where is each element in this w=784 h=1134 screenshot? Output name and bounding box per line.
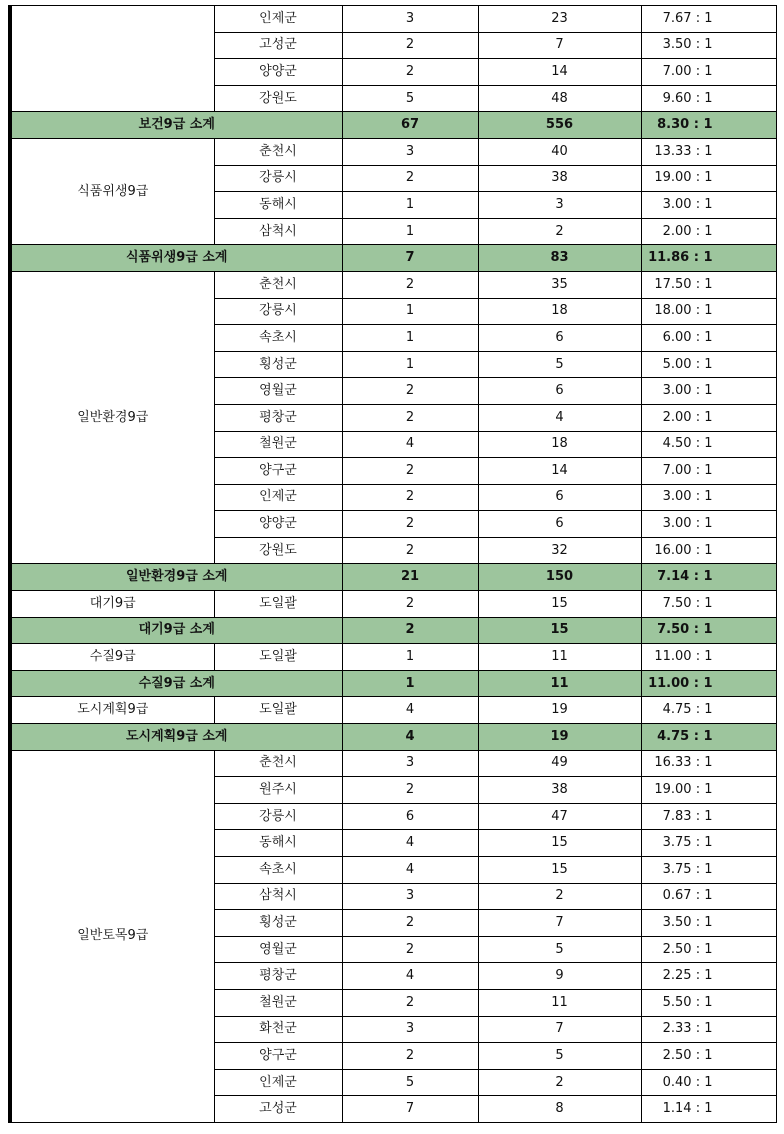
- region-cell: 강원도: [214, 537, 342, 564]
- applicants-cell: 4: [478, 404, 641, 431]
- subtotal-positions: 7: [342, 245, 478, 272]
- applicants-cell: 38: [478, 165, 641, 192]
- positions-cell: 2: [342, 591, 478, 618]
- positions-cell: 3: [342, 138, 478, 165]
- applicants-cell: 19: [478, 697, 641, 724]
- applicants-cell: 18: [478, 431, 641, 458]
- region-cell: 강릉시: [214, 165, 342, 192]
- ratio-cell: 3.00 : 1: [641, 378, 776, 405]
- region-cell: 화천군: [214, 1016, 342, 1043]
- positions-cell: 2: [342, 32, 478, 59]
- subtotal-applicants: 83: [478, 245, 641, 272]
- positions-cell: 2: [342, 271, 478, 298]
- applicants-cell: 5: [478, 936, 641, 963]
- subtotal-positions: 21: [342, 564, 478, 591]
- positions-cell: 2: [342, 165, 478, 192]
- ratio-cell: 2.00 : 1: [641, 218, 776, 245]
- applicants-cell: 11: [478, 989, 641, 1016]
- positions-cell: 6: [342, 803, 478, 830]
- ratio-cell: 3.50 : 1: [641, 32, 776, 59]
- region-cell: 고성군: [214, 1096, 342, 1123]
- ratio-cell: 1.14 : 1: [641, 1096, 776, 1123]
- region-cell: 인제군: [214, 1069, 342, 1096]
- category-cell: 일반토목9급: [10, 750, 214, 1122]
- region-cell: 춘천시: [214, 271, 342, 298]
- applicants-cell: 6: [478, 378, 641, 405]
- ratio-cell: 7.83 : 1: [641, 803, 776, 830]
- applicants-cell: 15: [478, 830, 641, 857]
- ratio-cell: 16.00 : 1: [641, 537, 776, 564]
- subtotal-ratio: 8.30 : 1: [641, 112, 776, 139]
- ratio-cell: 17.50 : 1: [641, 271, 776, 298]
- recruitment-competition-table: [8, 5, 777, 1123]
- applicants-cell: 48: [478, 85, 641, 112]
- ratio-cell: 2.00 : 1: [641, 404, 776, 431]
- positions-cell: 7: [342, 1096, 478, 1123]
- positions-cell: 2: [342, 910, 478, 937]
- applicants-cell: 9: [478, 963, 641, 990]
- region-cell: 양구군: [214, 458, 342, 485]
- subtotal-ratio: 11.86 : 1: [641, 245, 776, 272]
- positions-cell: 3: [342, 883, 478, 910]
- region-cell: 고성군: [214, 32, 342, 59]
- applicants-cell: 6: [478, 484, 641, 511]
- ratio-cell: 19.00 : 1: [641, 777, 776, 804]
- region-cell: 도일괄: [214, 644, 342, 671]
- region-cell: 동해시: [214, 192, 342, 219]
- positions-cell: 2: [342, 458, 478, 485]
- applicants-cell: 2: [478, 218, 641, 245]
- subtotal-label: 도시계획9급 소계: [10, 724, 342, 751]
- table-row: [10, 750, 776, 777]
- ratio-cell: 2.50 : 1: [641, 936, 776, 963]
- ratio-cell: 0.67 : 1: [641, 883, 776, 910]
- region-cell: 삼척시: [214, 883, 342, 910]
- table-row: [10, 271, 776, 298]
- ratio-cell: 7.00 : 1: [641, 59, 776, 86]
- positions-cell: 3: [342, 1016, 478, 1043]
- subtotal-label: 식품위생9급 소계: [10, 245, 342, 272]
- positions-cell: 4: [342, 830, 478, 857]
- region-cell: 도일괄: [214, 591, 342, 618]
- region-cell: 강원도: [214, 85, 342, 112]
- ratio-cell: 3.00 : 1: [641, 484, 776, 511]
- positions-cell: 5: [342, 1069, 478, 1096]
- category-cell: [10, 6, 214, 112]
- region-cell: 삼척시: [214, 218, 342, 245]
- applicants-cell: 18: [478, 298, 641, 325]
- applicants-cell: 49: [478, 750, 641, 777]
- table-row: [10, 644, 776, 671]
- positions-cell: 4: [342, 963, 478, 990]
- positions-cell: 2: [342, 537, 478, 564]
- ratio-cell: 19.00 : 1: [641, 165, 776, 192]
- applicants-cell: 40: [478, 138, 641, 165]
- subtotal-ratio: 7.50 : 1: [641, 617, 776, 644]
- subtotal-row: [10, 245, 776, 272]
- subtotal-row: [10, 617, 776, 644]
- subtotal-applicants: 11: [478, 670, 641, 697]
- subtotal-positions: 2: [342, 617, 478, 644]
- category-cell: 일반환경9급: [10, 271, 214, 564]
- region-cell: 평창군: [214, 404, 342, 431]
- applicants-cell: 15: [478, 857, 641, 884]
- applicants-cell: 15: [478, 591, 641, 618]
- category-cell: 도시계획9급: [10, 697, 214, 724]
- region-cell: 횡성군: [214, 910, 342, 937]
- ratio-cell: 2.50 : 1: [641, 1043, 776, 1070]
- ratio-cell: 4.75 : 1: [641, 697, 776, 724]
- positions-cell: 2: [342, 936, 478, 963]
- applicants-cell: 2: [478, 883, 641, 910]
- region-cell: 강릉시: [214, 298, 342, 325]
- applicants-cell: 5: [478, 1043, 641, 1070]
- ratio-cell: 7.50 : 1: [641, 591, 776, 618]
- subtotal-label: 보건9급 소계: [10, 112, 342, 139]
- ratio-cell: 3.75 : 1: [641, 830, 776, 857]
- region-cell: 양양군: [214, 59, 342, 86]
- positions-cell: 1: [342, 325, 478, 352]
- subtotal-row: [10, 670, 776, 697]
- subtotal-applicants: 15: [478, 617, 641, 644]
- region-cell: 속초시: [214, 857, 342, 884]
- applicants-cell: 6: [478, 511, 641, 538]
- ratio-cell: 7.00 : 1: [641, 458, 776, 485]
- subtotal-positions: 1: [342, 670, 478, 697]
- subtotal-positions: 67: [342, 112, 478, 139]
- applicants-cell: 7: [478, 32, 641, 59]
- ratio-cell: 11.00 : 1: [641, 644, 776, 671]
- applicants-cell: 14: [478, 59, 641, 86]
- subtotal-row: [10, 112, 776, 139]
- region-cell: 영월군: [214, 936, 342, 963]
- region-cell: 영월군: [214, 378, 342, 405]
- ratio-cell: 3.75 : 1: [641, 857, 776, 884]
- table-row: [10, 6, 776, 33]
- region-cell: 속초시: [214, 325, 342, 352]
- ratio-cell: 3.00 : 1: [641, 511, 776, 538]
- positions-cell: 1: [342, 218, 478, 245]
- region-cell: 인제군: [214, 6, 342, 33]
- region-cell: 동해시: [214, 830, 342, 857]
- region-cell: 춘천시: [214, 138, 342, 165]
- applicants-cell: 14: [478, 458, 641, 485]
- ratio-cell: 16.33 : 1: [641, 750, 776, 777]
- positions-cell: 1: [342, 298, 478, 325]
- ratio-cell: 9.60 : 1: [641, 85, 776, 112]
- ratio-cell: 5.00 : 1: [641, 351, 776, 378]
- category-cell: 수질9급: [10, 644, 214, 671]
- ratio-cell: 0.40 : 1: [641, 1069, 776, 1096]
- region-cell: 강릉시: [214, 803, 342, 830]
- applicants-cell: 3: [478, 192, 641, 219]
- applicants-cell: 7: [478, 910, 641, 937]
- applicants-cell: 11: [478, 644, 641, 671]
- region-cell: 춘천시: [214, 750, 342, 777]
- region-cell: 인제군: [214, 484, 342, 511]
- ratio-cell: 7.67 : 1: [641, 6, 776, 33]
- applicants-cell: 6: [478, 325, 641, 352]
- subtotal-row: [10, 564, 776, 591]
- category-cell: 식품위생9급: [10, 138, 214, 244]
- table-body: [10, 6, 776, 1123]
- subtotal-applicants: 150: [478, 564, 641, 591]
- ratio-cell: 6.00 : 1: [641, 325, 776, 352]
- positions-cell: 1: [342, 644, 478, 671]
- positions-cell: 2: [342, 59, 478, 86]
- subtotal-label: 대기9급 소계: [10, 617, 342, 644]
- positions-cell: 1: [342, 192, 478, 219]
- region-cell: 철원군: [214, 989, 342, 1016]
- subtotal-applicants: 19: [478, 724, 641, 751]
- applicants-cell: 35: [478, 271, 641, 298]
- category-cell: 대기9급: [10, 591, 214, 618]
- ratio-cell: 4.50 : 1: [641, 431, 776, 458]
- table-row: [10, 138, 776, 165]
- subtotal-label: 일반환경9급 소계: [10, 564, 342, 591]
- ratio-cell: 2.33 : 1: [641, 1016, 776, 1043]
- positions-cell: 4: [342, 431, 478, 458]
- positions-cell: 2: [342, 378, 478, 405]
- positions-cell: 3: [342, 6, 478, 33]
- region-cell: 도일괄: [214, 697, 342, 724]
- region-cell: 철원군: [214, 431, 342, 458]
- subtotal-ratio: 4.75 : 1: [641, 724, 776, 751]
- positions-cell: 1: [342, 351, 478, 378]
- ratio-cell: 3.50 : 1: [641, 910, 776, 937]
- region-cell: 원주시: [214, 777, 342, 804]
- applicants-cell: 2: [478, 1069, 641, 1096]
- applicants-cell: 47: [478, 803, 641, 830]
- table-row: [10, 591, 776, 618]
- applicants-cell: 7: [478, 1016, 641, 1043]
- positions-cell: 3: [342, 750, 478, 777]
- ratio-cell: 13.33 : 1: [641, 138, 776, 165]
- positions-cell: 2: [342, 484, 478, 511]
- positions-cell: 2: [342, 989, 478, 1016]
- applicants-cell: 32: [478, 537, 641, 564]
- region-cell: 평창군: [214, 963, 342, 990]
- positions-cell: 2: [342, 1043, 478, 1070]
- positions-cell: 4: [342, 697, 478, 724]
- table-row: [10, 697, 776, 724]
- positions-cell: 2: [342, 777, 478, 804]
- subtotal-ratio: 11.00 : 1: [641, 670, 776, 697]
- subtotal-applicants: 556: [478, 112, 641, 139]
- region-cell: 횡성군: [214, 351, 342, 378]
- positions-cell: 2: [342, 404, 478, 431]
- subtotal-positions: 4: [342, 724, 478, 751]
- applicants-cell: 8: [478, 1096, 641, 1123]
- positions-cell: 5: [342, 85, 478, 112]
- applicants-cell: 23: [478, 6, 641, 33]
- subtotal-ratio: 7.14 : 1: [641, 564, 776, 591]
- region-cell: 양양군: [214, 511, 342, 538]
- region-cell: 양구군: [214, 1043, 342, 1070]
- applicants-cell: 5: [478, 351, 641, 378]
- positions-cell: 2: [342, 511, 478, 538]
- subtotal-row: [10, 724, 776, 751]
- ratio-cell: 2.25 : 1: [641, 963, 776, 990]
- subtotal-label: 수질9급 소계: [10, 670, 342, 697]
- ratio-cell: 3.00 : 1: [641, 192, 776, 219]
- applicants-cell: 38: [478, 777, 641, 804]
- ratio-cell: 18.00 : 1: [641, 298, 776, 325]
- ratio-cell: 5.50 : 1: [641, 989, 776, 1016]
- positions-cell: 4: [342, 857, 478, 884]
